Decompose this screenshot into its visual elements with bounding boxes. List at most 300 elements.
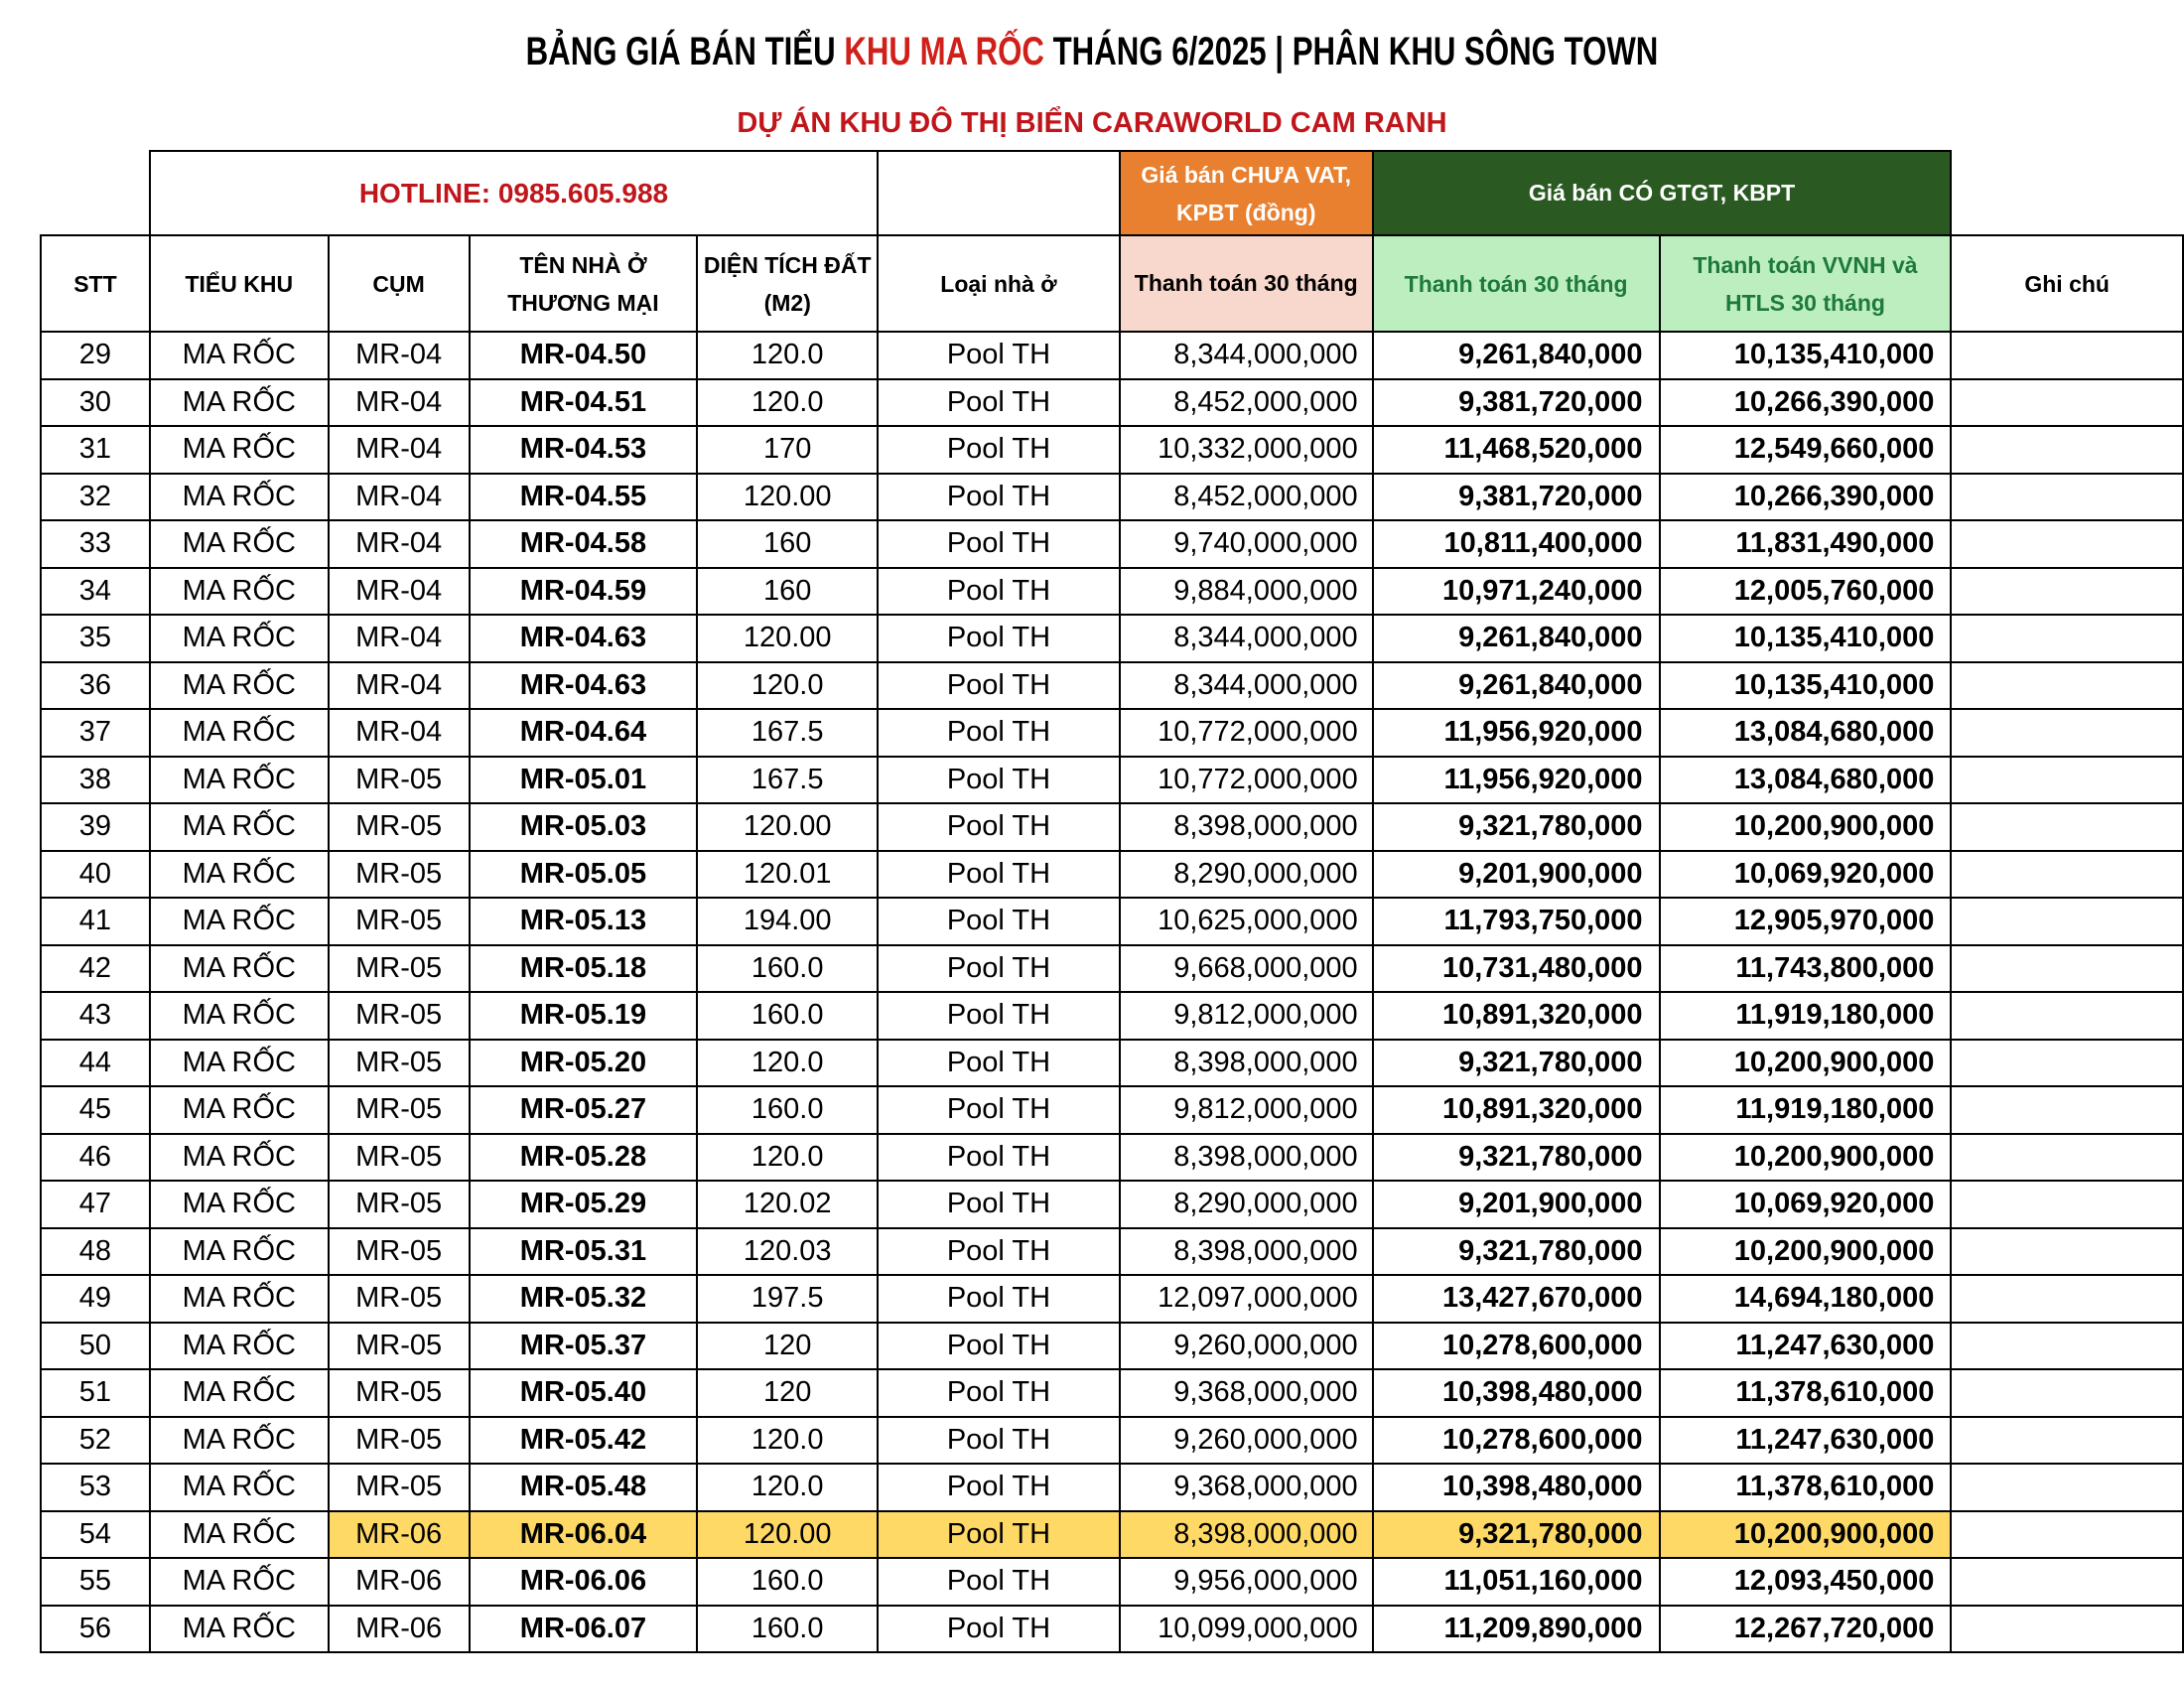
table-row: [41, 851, 2183, 899]
table-row: [41, 945, 2183, 993]
cell-house-name: MR-05.31: [470, 1228, 698, 1276]
cell-note: [1951, 945, 2183, 993]
cell-cluster: MR-05: [329, 1086, 470, 1134]
cell-house-type: Pool TH: [878, 757, 1120, 804]
cell-house-name: MR-04.50: [470, 332, 698, 379]
cell-pay30-no-vat: 8,290,000,000: [1120, 1181, 1373, 1228]
cell-pay30-vat: 10,731,480,000: [1373, 945, 1660, 993]
cell-house-name: MR-04.55: [470, 474, 698, 521]
cell-pay30-no-vat: 9,260,000,000: [1120, 1323, 1373, 1370]
cell-pay30-no-vat: 8,452,000,000: [1120, 474, 1373, 521]
cell-note: [1951, 662, 2183, 710]
cell-house-type: Pool TH: [878, 1228, 1120, 1276]
cell-pay30-vat: 9,201,900,000: [1373, 1181, 1660, 1228]
cell-vvnh-30: 12,267,720,000: [1660, 1606, 1952, 1653]
cell-stt: 49: [41, 1275, 150, 1323]
title-highlight: KHU MA RỐC: [844, 30, 1044, 73]
cell-pay30-no-vat: 9,668,000,000: [1120, 945, 1373, 993]
cell-note: [1951, 1606, 2183, 1653]
cell-land-area: 194.00: [697, 898, 878, 945]
cell-subzone: MA RỐC: [150, 898, 329, 945]
cell-cluster: MR-06: [329, 1558, 470, 1606]
table-row: [41, 1369, 2183, 1417]
cell-stt: 39: [41, 803, 150, 851]
cell-house-type: Pool TH: [878, 1134, 1120, 1182]
cell-pay30-vat: 13,427,670,000: [1373, 1275, 1660, 1323]
cell-note: [1951, 1040, 2183, 1087]
cell-pay30-no-vat: 12,097,000,000: [1120, 1275, 1373, 1323]
cell-pay30-no-vat: 8,398,000,000: [1120, 1040, 1373, 1087]
title-part1: BẢNG GIÁ BÁN TIỂU: [525, 30, 845, 73]
cell-house-name: MR-05.19: [470, 992, 698, 1040]
table-row: [41, 568, 2183, 616]
cell-house-type: Pool TH: [878, 662, 1120, 710]
title-part2: THÁNG 6/2025 | PHÂN KHU SÔNG TOWN: [1043, 30, 1659, 73]
col-cluster: CỤM: [329, 235, 470, 332]
cell-pay30-vat: 10,891,320,000: [1373, 1086, 1660, 1134]
group-header-row: [41, 151, 2183, 235]
cell-house-name: MR-06.04: [470, 1511, 698, 1559]
cell-note: [1951, 1134, 2183, 1182]
cell-vvnh-30: 12,549,660,000: [1660, 426, 1952, 474]
cell-house-name: MR-04.63: [470, 662, 698, 710]
cell-pay30-vat: 9,201,900,000: [1373, 851, 1660, 899]
cell-house-type: Pool TH: [878, 1086, 1120, 1134]
cell-vvnh-30: 11,247,630,000: [1660, 1417, 1952, 1465]
project-subtitle: DỰ ÁN KHU ĐÔ THỊ BIỂN CARAWORLD CAM RANH: [737, 107, 1447, 139]
cell-vvnh-30: 10,266,390,000: [1660, 379, 1952, 427]
cell-stt: 33: [41, 520, 150, 568]
cell-stt: 40: [41, 851, 150, 899]
table-row: [41, 1558, 2183, 1606]
group-header-price-no-vat: Giá bán CHƯA VAT, KPBT (đồng): [1120, 151, 1373, 235]
cell-cluster: MR-04: [329, 709, 470, 757]
cell-land-area: 120.00: [697, 1511, 878, 1559]
cell-pay30-vat: 9,321,780,000: [1373, 1134, 1660, 1182]
cell-cluster: MR-05: [329, 757, 470, 804]
cell-vvnh-30: 11,247,630,000: [1660, 1323, 1952, 1370]
cell-pay30-vat: 10,811,400,000: [1373, 520, 1660, 568]
cell-house-type: Pool TH: [878, 1369, 1120, 1417]
cell-note: [1951, 709, 2183, 757]
cell-pay30-vat: 9,261,840,000: [1373, 615, 1660, 662]
cell-house-type: Pool TH: [878, 426, 1120, 474]
cell-house-type: Pool TH: [878, 992, 1120, 1040]
cell-subzone: MA RỐC: [150, 426, 329, 474]
cell-pay30-no-vat: 8,398,000,000: [1120, 1511, 1373, 1559]
group-header-price-with-vat: Giá bán CÓ GTGT, KBPT: [1373, 151, 1952, 235]
cell-pay30-vat: 9,321,780,000: [1373, 1228, 1660, 1276]
cell-house-type: Pool TH: [878, 1511, 1120, 1559]
cell-stt: 37: [41, 709, 150, 757]
cell-stt: 36: [41, 662, 150, 710]
cell-land-area: 170: [697, 426, 878, 474]
cell-pay30-vat: 9,321,780,000: [1373, 803, 1660, 851]
cell-land-area: 120.0: [697, 1040, 878, 1087]
cell-pay30-no-vat: 10,332,000,000: [1120, 426, 1373, 474]
cell-pay30-vat: 10,398,480,000: [1373, 1464, 1660, 1511]
col-stt: STT: [41, 235, 150, 332]
table-row: [41, 1134, 2183, 1182]
cell-note: [1951, 474, 2183, 521]
cell-house-name: MR-05.28: [470, 1134, 698, 1182]
cell-land-area: 120.0: [697, 1134, 878, 1182]
cell-house-type: Pool TH: [878, 945, 1120, 993]
cell-pay30-no-vat: 9,740,000,000: [1120, 520, 1373, 568]
cell-pay30-no-vat: 8,344,000,000: [1120, 662, 1373, 710]
cell-stt: 30: [41, 379, 150, 427]
cell-note: [1951, 1464, 2183, 1511]
cell-note: [1951, 615, 2183, 662]
price-table: [40, 150, 2184, 1653]
cell-land-area: 120.0: [697, 1464, 878, 1511]
cell-subzone: MA RỐC: [150, 1275, 329, 1323]
cell-vvnh-30: 13,084,680,000: [1660, 757, 1952, 804]
cell-land-area: 120.00: [697, 615, 878, 662]
cell-cluster: MR-04: [329, 474, 470, 521]
cell-pay30-vat: 10,971,240,000: [1373, 568, 1660, 616]
cell-house-name: MR-05.05: [470, 851, 698, 899]
cell-house-type: Pool TH: [878, 332, 1120, 379]
cell-stt: 51: [41, 1369, 150, 1417]
cell-pay30-no-vat: 10,099,000,000: [1120, 1606, 1373, 1653]
cell-pay30-no-vat: 10,625,000,000: [1120, 898, 1373, 945]
cell-house-type: Pool TH: [878, 1464, 1120, 1511]
cell-pay30-no-vat: 8,398,000,000: [1120, 1228, 1373, 1276]
cell-land-area: 160: [697, 520, 878, 568]
cell-house-name: MR-06.07: [470, 1606, 698, 1653]
cell-note: [1951, 851, 2183, 899]
cell-pay30-no-vat: 9,260,000,000: [1120, 1417, 1373, 1465]
col-house-name: TÊN NHÀ Ở THƯƠNG MẠI: [470, 235, 698, 332]
cell-note: [1951, 1275, 2183, 1323]
cell-land-area: 120.00: [697, 474, 878, 521]
cell-pay30-vat: 11,793,750,000: [1373, 898, 1660, 945]
table-row: [41, 426, 2183, 474]
table-row: [41, 757, 2183, 804]
cell-vvnh-30: 10,266,390,000: [1660, 474, 1952, 521]
cell-house-name: MR-05.27: [470, 1086, 698, 1134]
cell-vvnh-30: 13,084,680,000: [1660, 709, 1952, 757]
cell-stt: 35: [41, 615, 150, 662]
cell-house-type: Pool TH: [878, 1181, 1120, 1228]
cell-subzone: MA RỐC: [150, 1086, 329, 1134]
cell-cluster: MR-05: [329, 1323, 470, 1370]
cell-note: [1951, 898, 2183, 945]
table-row: [41, 1417, 2183, 1465]
cell-house-name: MR-05.01: [470, 757, 698, 804]
cell-stt: 43: [41, 992, 150, 1040]
table-row: [41, 332, 2183, 379]
col-pay30-no-vat: Thanh toán 30 tháng: [1120, 235, 1373, 332]
cell-cluster: MR-05: [329, 1134, 470, 1182]
cell-pay30-no-vat: 10,772,000,000: [1120, 709, 1373, 757]
cell-house-name: MR-05.37: [470, 1323, 698, 1370]
cell-subzone: MA RỐC: [150, 1369, 329, 1417]
cell-cluster: MR-06: [329, 1511, 470, 1559]
table-row: [41, 379, 2183, 427]
cell-subzone: MA RỐC: [150, 757, 329, 804]
cell-land-area: 120.0: [697, 1417, 878, 1465]
cell-land-area: 120.02: [697, 1181, 878, 1228]
cell-stt: 41: [41, 898, 150, 945]
cell-pay30-no-vat: 8,290,000,000: [1120, 851, 1373, 899]
cell-stt: 47: [41, 1181, 150, 1228]
cell-vvnh-30: 11,378,610,000: [1660, 1369, 1952, 1417]
cell-pay30-vat: 11,956,920,000: [1373, 757, 1660, 804]
cell-cluster: MR-06: [329, 1606, 470, 1653]
cell-cluster: MR-04: [329, 615, 470, 662]
table-row: [41, 992, 2183, 1040]
cell-subzone: MA RỐC: [150, 1181, 329, 1228]
cell-land-area: 167.5: [697, 757, 878, 804]
cell-vvnh-30: 11,378,610,000: [1660, 1464, 1952, 1511]
cell-pay30-vat: 10,398,480,000: [1373, 1369, 1660, 1417]
cell-subzone: MA RỐC: [150, 1417, 329, 1465]
cell-note: [1951, 568, 2183, 616]
cell-subzone: MA RỐC: [150, 332, 329, 379]
table-row: [41, 1464, 2183, 1511]
cell-note: [1951, 520, 2183, 568]
cell-vvnh-30: 12,905,970,000: [1660, 898, 1952, 945]
cell-note: [1951, 1417, 2183, 1465]
cell-cluster: MR-05: [329, 1181, 470, 1228]
col-pay30-vat: Thanh toán 30 tháng: [1373, 235, 1660, 332]
cell-land-area: 197.5: [697, 1275, 878, 1323]
cell-house-name: MR-05.42: [470, 1417, 698, 1465]
cell-note: [1951, 426, 2183, 474]
cell-subzone: MA RỐC: [150, 568, 329, 616]
cell-land-area: 160.0: [697, 1558, 878, 1606]
cell-pay30-vat: 9,381,720,000: [1373, 474, 1660, 521]
cell-pay30-no-vat: 8,398,000,000: [1120, 1134, 1373, 1182]
cell-note: [1951, 379, 2183, 427]
cell-pay30-no-vat: 8,398,000,000: [1120, 803, 1373, 851]
cell-house-name: MR-04.63: [470, 615, 698, 662]
cell-land-area: 120.00: [697, 803, 878, 851]
cell-pay30-vat: 9,321,780,000: [1373, 1511, 1660, 1559]
cell-stt: 32: [41, 474, 150, 521]
cell-vvnh-30: 10,135,410,000: [1660, 615, 1952, 662]
col-house-type: Loại nhà ở: [878, 235, 1120, 332]
cell-land-area: 120: [697, 1323, 878, 1370]
cell-subzone: MA RỐC: [150, 1558, 329, 1606]
cell-note: [1951, 1323, 2183, 1370]
cell-cluster: MR-05: [329, 1275, 470, 1323]
cell-house-type: Pool TH: [878, 851, 1120, 899]
cell-vvnh-30: 11,831,490,000: [1660, 520, 1952, 568]
table-row: [41, 520, 2183, 568]
cell-pay30-vat: 9,381,720,000: [1373, 379, 1660, 427]
cell-vvnh-30: 10,200,900,000: [1660, 803, 1952, 851]
cell-subzone: MA RỐC: [150, 851, 329, 899]
cell-cluster: MR-05: [329, 803, 470, 851]
cell-subzone: MA RỐC: [150, 1228, 329, 1276]
cell-land-area: 120.01: [697, 851, 878, 899]
cell-note: [1951, 992, 2183, 1040]
cell-stt: 45: [41, 1086, 150, 1134]
cell-pay30-no-vat: 9,956,000,000: [1120, 1558, 1373, 1606]
cell-house-name: MR-04.51: [470, 379, 698, 427]
cell-house-name: MR-06.06: [470, 1558, 698, 1606]
cell-house-name: MR-05.18: [470, 945, 698, 993]
column-header-row: [41, 235, 2183, 332]
cell-house-type: Pool TH: [878, 379, 1120, 427]
cell-pay30-vat: 11,209,890,000: [1373, 1606, 1660, 1653]
cell-pay30-vat: 10,278,600,000: [1373, 1323, 1660, 1370]
cell-subzone: MA RỐC: [150, 1464, 329, 1511]
cell-note: [1951, 1181, 2183, 1228]
cell-pay30-no-vat: 9,812,000,000: [1120, 1086, 1373, 1134]
cell-land-area: 120.0: [697, 379, 878, 427]
cell-house-name: MR-05.32: [470, 1275, 698, 1323]
cell-subzone: MA RỐC: [150, 1511, 329, 1559]
cell-cluster: MR-05: [329, 1369, 470, 1417]
cell-vvnh-30: 11,919,180,000: [1660, 1086, 1952, 1134]
cell-cluster: MR-04: [329, 662, 470, 710]
cell-subzone: MA RỐC: [150, 1606, 329, 1653]
cell-house-type: Pool TH: [878, 898, 1120, 945]
cell-cluster: MR-04: [329, 379, 470, 427]
cell-house-type: Pool TH: [878, 615, 1120, 662]
cell-house-type: Pool TH: [878, 1040, 1120, 1087]
cell-pay30-no-vat: 8,452,000,000: [1120, 379, 1373, 427]
cell-subzone: MA RỐC: [150, 945, 329, 993]
cell-stt: 52: [41, 1417, 150, 1465]
cell-stt: 31: [41, 426, 150, 474]
cell-pay30-vat: 9,321,780,000: [1373, 1040, 1660, 1087]
cell-pay30-no-vat: 8,344,000,000: [1120, 615, 1373, 662]
cell-cluster: MR-05: [329, 1040, 470, 1087]
cell-house-name: MR-05.40: [470, 1369, 698, 1417]
cell-subzone: MA RỐC: [150, 992, 329, 1040]
cell-house-type: Pool TH: [878, 520, 1120, 568]
table-row: [41, 709, 2183, 757]
cell-pay30-no-vat: 8,344,000,000: [1120, 332, 1373, 379]
cell-stt: 29: [41, 332, 150, 379]
cell-house-name: MR-04.59: [470, 568, 698, 616]
cell-house-name: MR-04.64: [470, 709, 698, 757]
cell-vvnh-30: 10,200,900,000: [1660, 1511, 1952, 1559]
cell-note: [1951, 1558, 2183, 1606]
cell-subzone: MA RỐC: [150, 474, 329, 521]
cell-vvnh-30: 10,135,410,000: [1660, 332, 1952, 379]
cell-stt: 56: [41, 1606, 150, 1653]
cell-note: [1951, 332, 2183, 379]
cell-vvnh-30: 10,200,900,000: [1660, 1040, 1952, 1087]
cell-house-type: Pool TH: [878, 568, 1120, 616]
cell-house-type: Pool TH: [878, 474, 1120, 521]
cell-cluster: MR-05: [329, 945, 470, 993]
cell-stt: 44: [41, 1040, 150, 1087]
cell-stt: 38: [41, 757, 150, 804]
cell-cluster: MR-04: [329, 332, 470, 379]
table-row: [41, 803, 2183, 851]
cell-land-area: 160.0: [697, 945, 878, 993]
cell-land-area: 120.0: [697, 662, 878, 710]
cell-land-area: 120.0: [697, 332, 878, 379]
cell-cluster: MR-05: [329, 898, 470, 945]
cell-stt: 46: [41, 1134, 150, 1182]
cell-cluster: MR-05: [329, 992, 470, 1040]
cell-subzone: MA RỐC: [150, 615, 329, 662]
cell-vvnh-30: 14,694,180,000: [1660, 1275, 1952, 1323]
col-vvnh-30: Thanh toán VVNH và HTLS 30 tháng: [1660, 235, 1952, 332]
cell-house-name: MR-04.53: [470, 426, 698, 474]
hotline: HOTLINE: 0985.605.988: [150, 151, 878, 235]
cell-pay30-vat: 10,891,320,000: [1373, 992, 1660, 1040]
cell-house-name: MR-05.29: [470, 1181, 698, 1228]
cell-note: [1951, 757, 2183, 804]
cell-house-name: MR-05.48: [470, 1464, 698, 1511]
cell-stt: 54: [41, 1511, 150, 1559]
cell-note: [1951, 1369, 2183, 1417]
cell-cluster: MR-05: [329, 851, 470, 899]
cell-subzone: MA RỐC: [150, 1134, 329, 1182]
cell-house-type: Pool TH: [878, 803, 1120, 851]
cell-stt: 53: [41, 1464, 150, 1511]
cell-vvnh-30: 10,135,410,000: [1660, 662, 1952, 710]
cell-stt: 50: [41, 1323, 150, 1370]
table-row: [41, 1181, 2183, 1228]
cell-vvnh-30: 12,005,760,000: [1660, 568, 1952, 616]
col-subzone: TIỂU KHU: [150, 235, 329, 332]
cell-house-name: MR-04.58: [470, 520, 698, 568]
table-row: [41, 1606, 2183, 1653]
page-title: [240, 30, 1944, 74]
cell-house-name: MR-05.20: [470, 1040, 698, 1087]
cell-vvnh-30: 12,093,450,000: [1660, 1558, 1952, 1606]
cell-note: [1951, 1511, 2183, 1559]
cell-house-name: MR-05.13: [470, 898, 698, 945]
cell-land-area: 160.0: [697, 992, 878, 1040]
cell-subzone: MA RỐC: [150, 1040, 329, 1087]
table-row: [41, 1228, 2183, 1276]
col-land-area: DIỆN TÍCH ĐẤT (M2): [697, 235, 878, 332]
cell-pay30-vat: 11,051,160,000: [1373, 1558, 1660, 1606]
cell-subzone: MA RỐC: [150, 520, 329, 568]
table-row: [41, 898, 2183, 945]
cell-stt: 42: [41, 945, 150, 993]
cell-subzone: MA RỐC: [150, 709, 329, 757]
table-row: [41, 1323, 2183, 1370]
table-row: [41, 1040, 2183, 1087]
cell-house-type: Pool TH: [878, 1417, 1120, 1465]
cell-pay30-vat: 11,956,920,000: [1373, 709, 1660, 757]
table-row: [41, 1275, 2183, 1323]
table-row: [41, 474, 2183, 521]
cell-subzone: MA RỐC: [150, 379, 329, 427]
cell-land-area: 120.03: [697, 1228, 878, 1276]
cell-subzone: MA RỐC: [150, 803, 329, 851]
cell-cluster: MR-04: [329, 520, 470, 568]
cell-pay30-vat: 9,261,840,000: [1373, 332, 1660, 379]
cell-subzone: MA RỐC: [150, 662, 329, 710]
cell-pay30-no-vat: 10,772,000,000: [1120, 757, 1373, 804]
cell-vvnh-30: 11,743,800,000: [1660, 945, 1952, 993]
table-row: [41, 662, 2183, 710]
cell-note: [1951, 1228, 2183, 1276]
cell-vvnh-30: 10,069,920,000: [1660, 1181, 1952, 1228]
cell-house-type: Pool TH: [878, 1323, 1120, 1370]
cell-house-name: MR-05.03: [470, 803, 698, 851]
cell-house-type: Pool TH: [878, 1275, 1120, 1323]
cell-land-area: 120: [697, 1369, 878, 1417]
cell-pay30-vat: 9,261,840,000: [1373, 662, 1660, 710]
cell-land-area: 160.0: [697, 1606, 878, 1653]
cell-land-area: 160.0: [697, 1086, 878, 1134]
cell-cluster: MR-05: [329, 1464, 470, 1511]
